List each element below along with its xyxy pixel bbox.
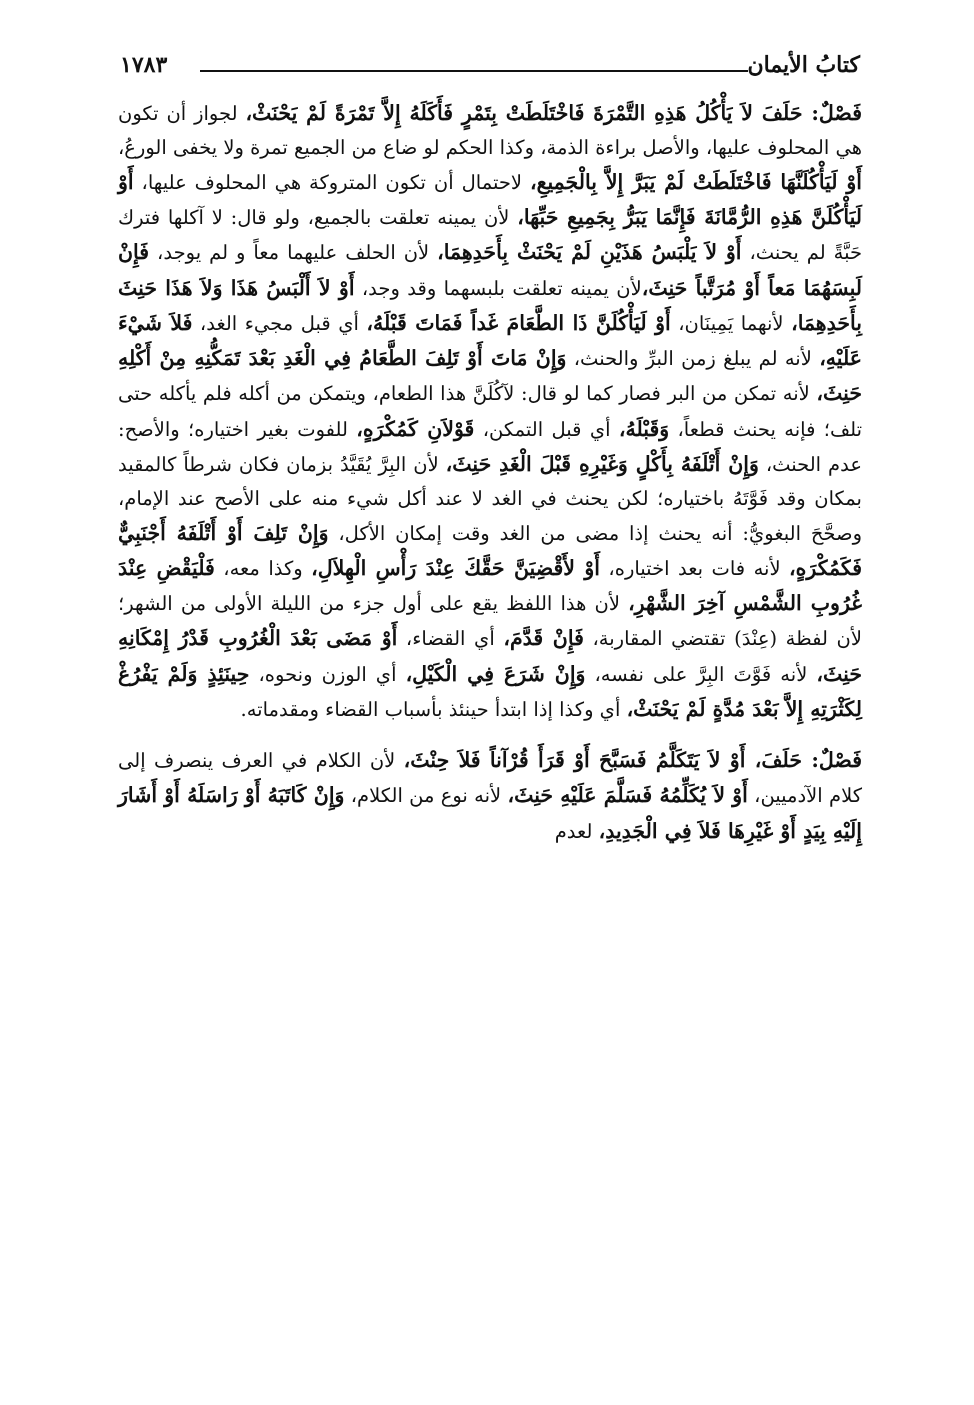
header-rule (200, 70, 748, 72)
book-title: كتابُ الأيمان (747, 52, 860, 78)
commentary-segment: لأن يمينه تعلقت بالجميع، ولو قال: لا آكلها فترك حَبَّةً لم يحنث، (118, 206, 863, 265)
matn-segment: قَوْلاَنِ كَمُكْرَهٍ، (356, 416, 475, 441)
paragraph-second (118, 743, 862, 849)
matn-segment: فَإِنْ قَدَّمَ، (503, 626, 584, 651)
commentary-segment: لعدم (554, 819, 599, 843)
matn-segment: أَوْ مَضَى بَعْدَ الْغُرُوبِ قَدْرُ إِمْكَانِهِ حَنِثَ، (118, 626, 862, 686)
matn-segment: حِينَئِذٍ وَلَمْ يَفْرُغْ لِكَثْرَتِهِ إِلاَّ بَعْدَ مُدَّةٍ لَمْ يَحْنَثْ، (118, 661, 862, 721)
commentary-segment: لأنهما يَمِينَان، (670, 311, 792, 335)
matn-segment: فَإِنْ لَبِسَهُمَا مَعاً أَوْ مُرَتَّباً حَنِثَ، (118, 240, 862, 300)
commentary-segment: لأن هذا اللفظ يقع على أول جزء من الليلة الأولى من الشهر؛ لأن لفظة (عِنْدَ) تقتضي المقاربة، (118, 592, 862, 651)
page-header (120, 44, 860, 88)
matn-segment: أَوْ لأَقْضِيَنَّ حَقَّكَ عِنْدَ رَأْسِ الْهِلاَلِ، (311, 555, 600, 580)
commentary-segment: لأن الكلام في العرف ينصرف إلى كلام الآدميين، (118, 749, 863, 808)
commentary-segment: لجواز أن تكون هي المحلوف عليها، والأصل براءة الذمة، وكذا الحكم لو ضاع من الجميع تمرة ولا يخفى الورعُ، (118, 102, 862, 160)
paragraph-first (118, 96, 862, 727)
matn-segment: فَلاَ شَيْءَ عَلَيْهِ، (118, 310, 862, 371)
matn-segment: وَإِنْ كَاتَبَهُ أَوْ رَاسَلَهُ أَوْ أَشَارَ إِلَيْهِ بِيَدٍ أَوْ غَيْرِهَا فَلاَ فِي الْجَدِيدِ، (118, 783, 862, 843)
page-body (118, 96, 862, 849)
commentary-segment: لأن الحلف عليهما معاً و لم يوجد، (149, 241, 438, 265)
matn-segment: وَإِنْ تَلِفَ أَوْ أَتْلَفَهُ أَجْنَبِيٌّ فَكَمُكْرَهٍ، (118, 520, 862, 580)
commentary-segment: وكذا معه، (214, 556, 312, 580)
commentary-segment: للفوت بغير اختياره؛ والأصح: عدم الحنث، (118, 417, 862, 476)
commentary-segment: لاحتمال أن تكون المتروكة هي المحلوف عليها، (133, 170, 530, 194)
matn-segment: وَإِنْ شَرَعَ فِي الْكَيْلِ، (405, 661, 586, 686)
commentary-segment: أي الوزن ونحوه، (249, 662, 406, 686)
commentary-segment: لأن البِرَّ يُقَيَّدُ بزمان فكان شرطاً كالمقيد بمكان وقد فَوَّتَهُ باختياره؛ لكن يحنث في الغد لا عند أكل شيء منه على الأصح عند الإمام، وصحَّحَ البغويُّ: أنه يحنث إذا مضى من الغد وقت إمكان الأكل، (118, 452, 862, 545)
commentary-segment: لأنه لم يبلغ زمن البرِّ والحنث، (566, 347, 820, 371)
matn-segment: أَوْ لَيَأْكُلَنَّ ذَا الطَّعَامَ غَداً فَمَاتَ قَبْلَهُ، (366, 310, 671, 335)
matn-segment: أَوْ لاَ يُكَلِّمُهُ فَسَلَّمَ عَلَيْهِ حَنِثَ، (507, 783, 748, 808)
commentary-segment: أي وكذا إذا ابتدأ حينئذ بأسباب القضاء ومقدماته. (240, 697, 627, 721)
matn-segment: فَصْلٌ: حَلَفَ، أَوْ لاَ يَتَكَلَّمُ فَسَبَّحَ أَوْ قَرَأَ قُرْآناً فَلاَ حِنْثَ، (403, 748, 862, 773)
matn-segment: وَإِنْ أَتْلَفَهُ بِأَكْلٍ وَغَيْرِهِ قَبْلَ الْغَدِ حَنِثَ، (445, 451, 759, 476)
commentary-segment: أي القضاء، (397, 627, 504, 651)
page-number: ١٧٨٣ (120, 52, 168, 78)
matn-segment: فَصْلٌ: حَلَفَ لاَ يَأْكُلُ هَذِهِ التَّمْرَةَ فَاخْتَلَطَتْ بِتَمْرٍ فَأَكَلَهُ إِلاَّ تَمْرَةً لَمْ يَحْنَثْ، (245, 101, 862, 125)
commentary-segment: أي قبل مجيء الغد، (192, 311, 367, 335)
commentary-segment: لأنه نوع من الكلام، (344, 784, 508, 808)
matn-segment: وَإِنْ مَاتَ أَوْ تَلِفَ الطَّعَامُ فِي الْغَدِ بَعْدَ تَمَكُّنِهِ مِنْ أَكْلِهِ حَنِثَ، (118, 346, 862, 406)
commentary-segment: لأنه تمكن من البر فصار كما لو قال: لآكُلَنَّ هذا الطعام، ويتمكن من أكله فلم يأكله حتى تلف؛ فإنه يحنث قطعاً، (118, 382, 863, 441)
commentary-segment: لأنه فَوَّتَ البِرَّ على نفسه، (585, 662, 817, 686)
commentary-segment: لأنه فات بعد اختياره، (599, 556, 790, 580)
matn-segment: أَوْ لَيَأْكُلَنَّهَا فَاخْتَلَطَتْ لَمْ يَبَرَّ إِلاَّ بِالْجَمِيعِ، (529, 169, 862, 194)
matn-segment: أَوْ لاَ يَلْبَسُ هَذَيْنِ لَمْ يَحْنَثْ بِأَحَدِهِمَا، (437, 240, 742, 265)
matn-segment: فَلْيَقْضِ عِنْدَ غُرُوبِ الشَّمْسِ آخِرَ الشَّهْرِ، (118, 555, 862, 616)
commentary-segment: لأن يمينه تعلقت بلبسهما وقد وجد، (354, 276, 642, 300)
commentary-segment: أي قبل التمكن، (474, 417, 619, 441)
matn-segment: وَقَبْلَهُ، (618, 416, 670, 441)
matn-segment: أَوْ لاَ أَلْبَسُ هَذَا وَلاَ هَذَا حَنِثَ بِأَحَدِهِمَا، (118, 275, 862, 335)
matn-segment: أَوْ لَيَأْكُلَنَّ هَذِهِ الرُّمَّانَةَ فَإِنَّمَا يَبَرُّ بِجَمِيعِ حَبِّهَا، (118, 169, 863, 230)
